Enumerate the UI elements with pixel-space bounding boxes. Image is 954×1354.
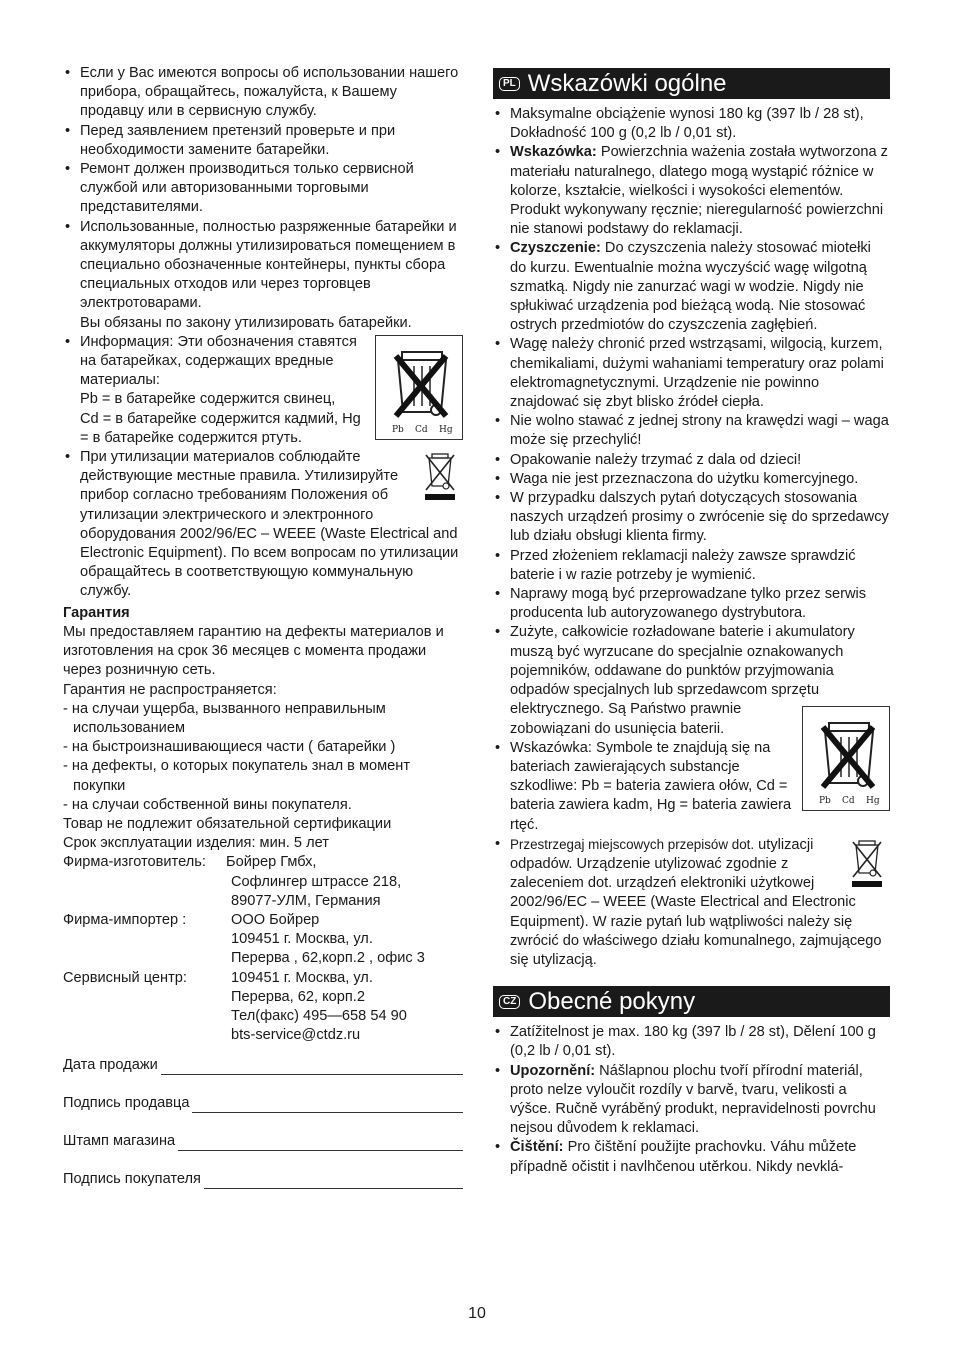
list-item-text: Cd = в батарейке содержится кадмий, Hg = в батарейке содержится ртуть. <box>80 410 361 446</box>
page-number: 10 <box>468 1305 486 1322</box>
list-item-text: Powierzchnia ważenia została wytworzona z materiału naturalnego, dlatego mogą wystąpić różnice w kolorze, kształcie, wielkości i wysokości elementów. Produkt wykonywany ręcznie; nieregularność powierzchni nie stanowi podstawy do reklamacji. <box>510 144 888 238</box>
list-item: • Zatížitelnost je max. 180 kg (397 lb / 28 st), Dělení 100 g (0,2 lb / 0,01 st). <box>493 1023 890 1061</box>
importer-line: Перерва , 62,корп.2 , офис 3 <box>231 950 425 967</box>
seller-signature-field[interactable] <box>63 1075 463 1113</box>
list-item <box>63 218 463 333</box>
certification-text: Товар не подлежит обязательной сертификации <box>63 815 392 832</box>
list-item-text: Nášlapnou plochu tvoří přírodní materiál, proto nelze vyloučit rozdíly v barvě, tvaru, velikosti a výšce. Ručně vyráběný produkt, nepravidelnosti povrchu nejsou důvodem k reklamaci. <box>510 1062 876 1137</box>
maker-address-line: 89077-УЛМ, Германия <box>231 892 381 909</box>
list-item-text: Do czyszczenia należy stosować miotełki do kurzu. Ewentualnie można wyczyścić wagę wilgotną szmatką. Nigdy nie zanurzać wagi w wodzie. Nigdy nie spłukiwać urządzenia pod bieżącą wodą. Nie stosować ostrych przedmiotów do czyszczenia zagłębień. <box>510 240 871 334</box>
cz-section-title: Obecné pokyny <box>528 987 696 1015</box>
company-info <box>63 853 463 1045</box>
list-item <box>63 333 463 448</box>
buyer-signature-field[interactable] <box>63 1151 463 1189</box>
cz-cleaning-label: Čištění: <box>510 1139 564 1156</box>
symbol-pb: Pb <box>819 796 831 807</box>
seller-signature-line[interactable] <box>192 1098 463 1113</box>
list-item-text: Są Państwo prawnie zobowiązani do usunięcia baterii. <box>510 701 742 737</box>
importer-line: 109451 г. Москва, ул. <box>231 931 373 948</box>
list-item-text: Zużyte, całkowicie rozładowane baterie i akumulatory muszą być wyrzucane do specjalnie oznakowanych pojemników, oddawane do punktów przyjmowania odpadów specjalnych lub sprzedawcom sprzętu elektrycznego. <box>510 624 855 718</box>
list-item-text: При утилизации материалов соблюдайте действующие местные правила. Утилизируйте прибор согласно требованиям Положения об утилизации электрического и электронного оборудования 2002/96/EC – WEEE (Waste Electrical and Electronic Equipment). По всем вопросам по утилизации обращайтесь в соответствующую коммунальную службу. <box>80 449 459 600</box>
symbol-cd: Cd <box>842 796 855 807</box>
symbol-hg: Hg <box>439 424 453 435</box>
seller-signature-label: Подпись продавца <box>63 1095 190 1112</box>
symbol-hg: Hg <box>866 796 880 807</box>
list-item: • Ремонт должен производиться только сервисной службой или авторизованными торговыми представителями. <box>63 160 463 218</box>
symbol-pb: • Pb <box>392 424 404 435</box>
list-item-text: Pro čištění použijte prachovku. Váhu můžete případně očistit i navlhčenou utěrkou. Nikdy nevklá- <box>510 1139 857 1175</box>
buyer-signature-line[interactable] <box>204 1174 463 1189</box>
list-item: • Przed złożeniem reklamacji należy zawsze sprawdzić baterie i w razie potrzeby je wymienić. <box>493 547 890 585</box>
service-label: Сервисный центр: <box>63 969 187 986</box>
list-item <box>493 1138 890 1176</box>
list-item-text: Przestrzegaj miejscowych przepisów dot. <box>510 836 755 852</box>
cz-note-label: Upozornění: <box>510 1062 596 1079</box>
list-item-text: Вы обязаны по закону утилизировать батарейки. <box>80 314 412 331</box>
symbol-cd: Cd <box>415 424 428 435</box>
list-item: • Wskazówka: Symbole te znajdują się na bateriach zawierających substancje szkodliwe: Pb = bateria zawiera ołów, Cd = bateria zawiera kadm, Hg = bateria zawiera rtęć. <box>493 739 890 835</box>
weee-bin-icon <box>848 839 886 889</box>
ru-bullets <box>63 64 463 602</box>
list-item <box>493 239 890 335</box>
warranty-text: Мы предоставляем гарантию на дефекты материалов и изготовления на срок 36 месяцев с момента продажи через розничную сеть. <box>63 623 444 679</box>
sale-date-line[interactable] <box>161 1060 463 1075</box>
buyer-signature-label: Подпись покупателя <box>63 1171 201 1188</box>
list-item: • Если у Вас имеются вопросы об использовании нашего прибора, обращайтесь, пожалуйста, к Вашему продавцу или в сервисную службу. <box>63 64 463 122</box>
battery-disposal-icon <box>375 335 463 440</box>
list-item <box>493 1062 890 1139</box>
pl-cleaning-label: Czyszczenie: <box>510 240 601 257</box>
cz-language-badge: CZ <box>499 995 520 1009</box>
list-item: • Wagę należy chronić przed wstrząsami, wilgocią, kurzem, chemikaliami, dużymi wahaniami temperatury oraz polami elektromagnetycznymi. Urządzenie nie powinno znajdować się zbyt blisko źródeł ciepła. <box>493 335 890 412</box>
maker-address-line: Софлингер штрассе 218, <box>231 873 402 890</box>
list-item: • Nie wolno stawać z jednej strony na krawędzi wagi – waga może się przechylić! <box>493 412 890 450</box>
list-item: • Naprawy mogą być przeprowadzane tylko przez serwis producenta lub autoryzowanego dystrybutora. <box>493 585 890 623</box>
sale-date-label: Дата продажи <box>63 1057 158 1074</box>
list-item: • Waga nie jest przeznaczona do użytku komercyjnego. <box>493 470 890 489</box>
pl-bullets <box>493 105 890 970</box>
list-item-text: Информация: Эти обозначения ставятся на батарейках, содержащих вредные материалы: <box>80 333 357 389</box>
warranty-heading: Гарантия <box>63 604 130 621</box>
sale-date-field[interactable] <box>63 1045 463 1075</box>
pl-section-header <box>493 68 890 99</box>
exclusion-item: - на быстроизнашивающиеся части ( батарейки ) <box>63 739 396 756</box>
importer-label: Фирма-импортер : <box>63 911 187 928</box>
list-item-text: Использованные, полностью разряженные батарейки и аккумуляторы должны утилизироваться помещением в специально обозначенные контейнеры, пункты сбора специальных отходов или через торговцев электротоварами. <box>80 218 457 312</box>
maker-label: Фирма-изготовитель: <box>63 854 206 871</box>
list-item-text: utylizacji odpadów. Urządzenie utylizować zgodnie z zaleceniem dot. urządzeń elektroniki użytkowej 2002/96/EC – WEEE (Waste Electrical and Electronic Equipment). W razie pytań lub wątpliwości należy się zwrócić do właściwego działu komunalnego, zajmującego się utylizacją. <box>510 836 882 968</box>
cz-bullets <box>493 1023 890 1177</box>
pl-section-title: Wskazówki ogólne <box>527 69 727 97</box>
maker-name: Бойрер Гмбх, <box>226 854 317 871</box>
list-item <box>63 448 463 602</box>
list-item: • W przypadku dalszych pytań dotyczących stosowania naszych urządzeń prosimy o zwrócenie się do sprzedawcy lub działu obsługi klienta firmy. <box>493 489 890 547</box>
service-line: Перерва, 62, корп.2 <box>231 988 365 1005</box>
list-item-text: Pb = в батарейке содержится свинец, <box>80 391 336 408</box>
pl-language-badge: PL <box>499 77 520 91</box>
store-stamp-label: Штамп магазина <box>63 1133 176 1150</box>
list-item <box>493 835 890 970</box>
service-line: Тел(факс) 495—658 54 90 <box>231 1007 407 1024</box>
store-stamp-field[interactable] <box>63 1113 463 1151</box>
service-line: 109451 г. Москва, ул. <box>231 969 373 986</box>
store-stamp-line[interactable] <box>178 1136 463 1151</box>
polish-czech-column <box>493 64 890 1177</box>
list-item <box>493 143 890 239</box>
exclusion-item: - на случаи ущерба, вызванного неправильным использованием <box>63 700 386 736</box>
service-line: bts-service@ctdz.ru <box>231 1027 361 1044</box>
importer-line: ООО Бойрер <box>231 911 320 928</box>
lifetime-text: Срок эксплуатации изделия: мин. 5 лет <box>63 835 329 852</box>
list-item: • Maksymalne obciążenie wynosi 180 kg (397 lb / 28 st), Dokładność 100 g (0,2 lb / 0,01 st). <box>493 105 890 143</box>
weee-bin-icon <box>421 452 459 502</box>
list-item: • Перед заявлением претензий проверьте и при необходимости замените батарейки. <box>63 122 463 160</box>
exclusion-item: - на дефекты, о которых покупатель знал в момент покупки <box>63 758 411 794</box>
list-item: • Opakowanie należy trzymać z dala od dzieci! <box>493 451 890 470</box>
not-covered-text: Гарантия не распространяется: <box>63 681 277 698</box>
exclusion-item: - на случаи собственной вины покупателя. <box>63 796 352 813</box>
pl-note-label: Wskazówka: <box>510 144 597 161</box>
russian-column <box>63 64 463 1189</box>
cz-section-header <box>493 986 890 1017</box>
